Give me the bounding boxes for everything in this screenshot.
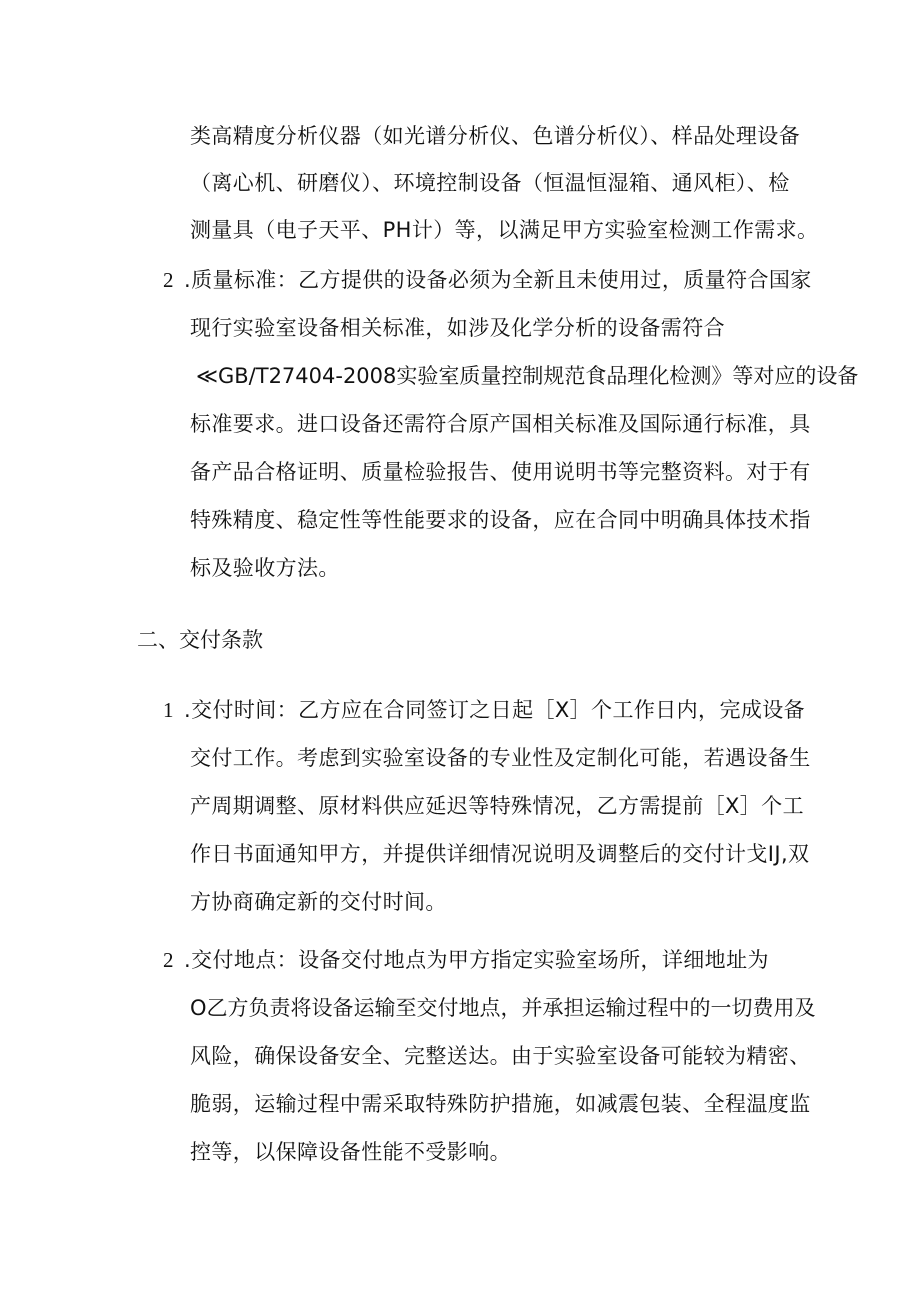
item-quality-number: 2 <box>163 268 174 292</box>
item-quality-line-7: 标及验收方法。 <box>190 556 340 580</box>
item-time-line-2: 交付工作。考虑到实验室设备的专业性及定制化可能，若遇设备生 <box>190 746 811 770</box>
item-place-line-4: 脆弱，运输过程中需采取特殊防护措施，如减震包装、全程温度监 <box>190 1092 811 1116</box>
item-time-number: 1 <box>163 698 174 722</box>
item-quality-line-6: 特殊精度、稳定性等性能要求的设备，应在合同中明确具体技术指 <box>190 508 811 532</box>
section-heading-delivery: 二、交付条款 <box>137 628 263 652</box>
item-time-line-5: 方协商确定新的交付时间。 <box>190 890 447 914</box>
item-place-line-3: 风险，确保设备安全、完整送达。由于实验室设备可能较为精密、 <box>190 1044 811 1068</box>
item-time-line-1: .交付时间：乙方应在合同签订之日起［X］个工作日内，完成设备 <box>184 698 806 722</box>
item-time-line-3: 产周期调整、原材料供应延迟等特殊情况，乙方需提前［X］个工 <box>190 794 804 818</box>
item-place-line-5: 控等，以保障设备性能不受影响。 <box>190 1140 511 1164</box>
item-quality-line-4: 标准要求。进口设备还需符合原产国相关标准及国际通行标准，具 <box>190 412 811 436</box>
item-place-line-1: .交付地点：设备交付地点为甲方指定实验室场所，详细地址为 <box>184 948 769 972</box>
intro-line-2: （离心机、研磨仪）、环境控制设备（恒温恒湿箱、通风柜）、检 <box>190 171 790 195</box>
item-quality-line-1: .质量标准：乙方提供的设备必须为全新且未使用过，质量符合国家 <box>184 268 812 292</box>
intro-line-1: 类高精度分析仪器（如光谱分析仪、色谱分析仪）、样品处理设备 <box>190 124 801 148</box>
item-place-number: 2 <box>163 948 174 972</box>
item-quality-line-2: 现行实验室设备相关标准，如涉及化学分析的设备需符合 <box>190 316 725 340</box>
item-quality-line-3: ≪GB/T27404-2008实验室质量控制规范食品理化检测》等对应的设备 <box>196 364 859 388</box>
item-time-line-4: 作日书面通知甲方，并提供详细情况说明及调整后的交付计戈IJ,双 <box>190 842 810 866</box>
item-quality-line-5: 备产品合格证明、质量检验报告、使用说明书等完整资料。对于有 <box>190 460 811 484</box>
item-place-line-2: O乙方负责将设备运输至交付地点，并承担运输过程中的一切费用及 <box>190 996 816 1020</box>
intro-line-3: 测量具（电子天平、PH计）等，以满足甲方实验室检测工作需求。 <box>190 218 819 242</box>
